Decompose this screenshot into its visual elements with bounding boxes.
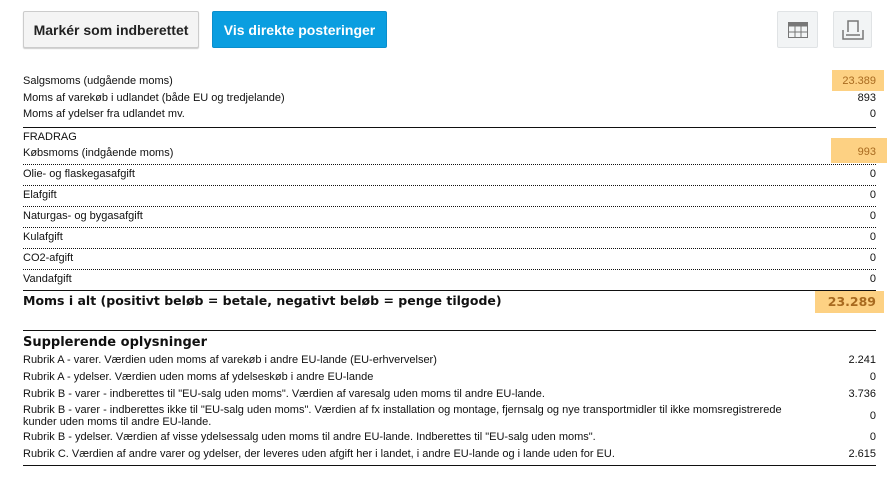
divider — [23, 290, 876, 291]
row-value: 2.241 — [848, 354, 876, 366]
total-label: Moms i alt (positivt beløb = betale, negativt beløb = penge tilgode) — [23, 293, 502, 308]
row-value: 2.615 — [848, 448, 876, 460]
supplementary-title — [23, 336, 876, 349]
sales-vat-value: 23.389 — [842, 75, 876, 87]
mark-reported-button[interactable]: Markér som indberettet — [23, 11, 199, 48]
purchase-vat-row — [23, 147, 823, 160]
row-label: Moms af ydelser fra udlandet mv. — [23, 108, 185, 120]
row-value: 893 — [857, 92, 876, 104]
supplementary-row — [23, 371, 876, 384]
row-value: 0 — [869, 431, 876, 443]
divider — [23, 465, 876, 466]
duty-row — [23, 231, 876, 244]
table-icon — [788, 22, 808, 38]
row-value: 0 — [869, 189, 876, 201]
purchase-vat-highlight — [831, 138, 887, 163]
row-value: 0 — [869, 231, 876, 243]
row-label: Rubrik B - varer - indberettes til "EU-salg uden moms". Værdien af varesalg uden moms til andre EU-lande. — [23, 388, 545, 400]
table-view-button[interactable] — [777, 11, 818, 48]
row-label: CO2-afgift — [23, 252, 74, 264]
print-button[interactable] — [833, 11, 872, 48]
divider — [23, 206, 876, 207]
row-label: Rubrik C. Værdien af andre varer og ydelser, der leveres uden afgift her i landet, i andre EU-lande og i lande uden for EU. — [23, 448, 615, 460]
section-label: FRADRAG — [23, 131, 77, 143]
deductions-header — [23, 131, 876, 144]
supplementary-row — [23, 354, 876, 367]
row-value: 0 — [869, 273, 876, 285]
divider — [23, 127, 876, 128]
row-value: 0 — [869, 108, 876, 120]
sales-vat-row — [23, 75, 823, 88]
row-label: Rubrik B - ydelser. Værdien af visse ydelsessalg uden moms til andre EU-lande. Indberettes til "EU-salg uden moms". — [23, 431, 596, 443]
duty-row — [23, 210, 876, 223]
row-label: Rubrik B - varer - indberettes ikke til "EU-salg uden moms". Værdien af fx installation og montage, fjernsalg og nye transportmidler til ikke momsregistrerede kunder uden moms til andre EU-lande. — [23, 404, 782, 428]
row-label: Vandafgift — [23, 273, 72, 285]
divider — [23, 164, 876, 165]
print-icon — [842, 20, 864, 40]
row-label: Købsmoms (indgående moms) — [23, 147, 174, 159]
row-value: 3.736 — [848, 388, 876, 400]
duty-row — [23, 189, 876, 202]
row-label: Salgsmoms (udgående moms) — [23, 75, 173, 87]
duty-row — [23, 252, 876, 265]
row-value: 0 — [869, 410, 876, 422]
supplementary-row — [23, 388, 876, 401]
divider — [23, 185, 876, 186]
row-label: Moms af varekøb i udlandet (både EU og tredjelande) — [23, 92, 285, 104]
row-label: Rubrik A - varer. Værdien uden moms af varekøb i andre EU-lande (EU-erhvervelser) — [23, 354, 437, 366]
row-value: 0 — [869, 168, 876, 180]
row-label: Elafgift — [23, 189, 57, 201]
row-label: Naturgas- og bygasafgift — [23, 210, 143, 222]
row-value: 0 — [869, 210, 876, 222]
divider — [23, 330, 876, 331]
total-highlight — [815, 291, 884, 313]
supplementary-row — [23, 431, 876, 444]
show-postings-button[interactable]: Vis direkte posteringer — [212, 11, 387, 48]
purchase-vat-value: 993 — [857, 146, 876, 158]
foreign-goods-row — [23, 92, 876, 105]
divider — [23, 227, 876, 228]
row-value: 0 — [869, 252, 876, 264]
total-row — [23, 294, 803, 307]
divider — [23, 269, 876, 270]
supplementary-row — [23, 448, 876, 461]
duty-row — [23, 273, 876, 286]
foreign-services-row — [23, 108, 876, 121]
row-label: Kulafgift — [23, 231, 63, 243]
row-label: Rubrik A - ydelser. Værdien uden moms af ydelseskøb i andre EU-lande — [23, 371, 374, 383]
total-value: 23.289 — [827, 294, 876, 309]
row-value: 0 — [869, 371, 876, 383]
section-title: Supplerende oplysninger — [23, 335, 208, 350]
row-label: Olie- og flaskegasafgift — [23, 168, 135, 180]
divider — [23, 248, 876, 249]
supplementary-row — [23, 404, 876, 428]
sales-vat-highlight — [832, 70, 884, 91]
duty-row — [23, 168, 876, 181]
